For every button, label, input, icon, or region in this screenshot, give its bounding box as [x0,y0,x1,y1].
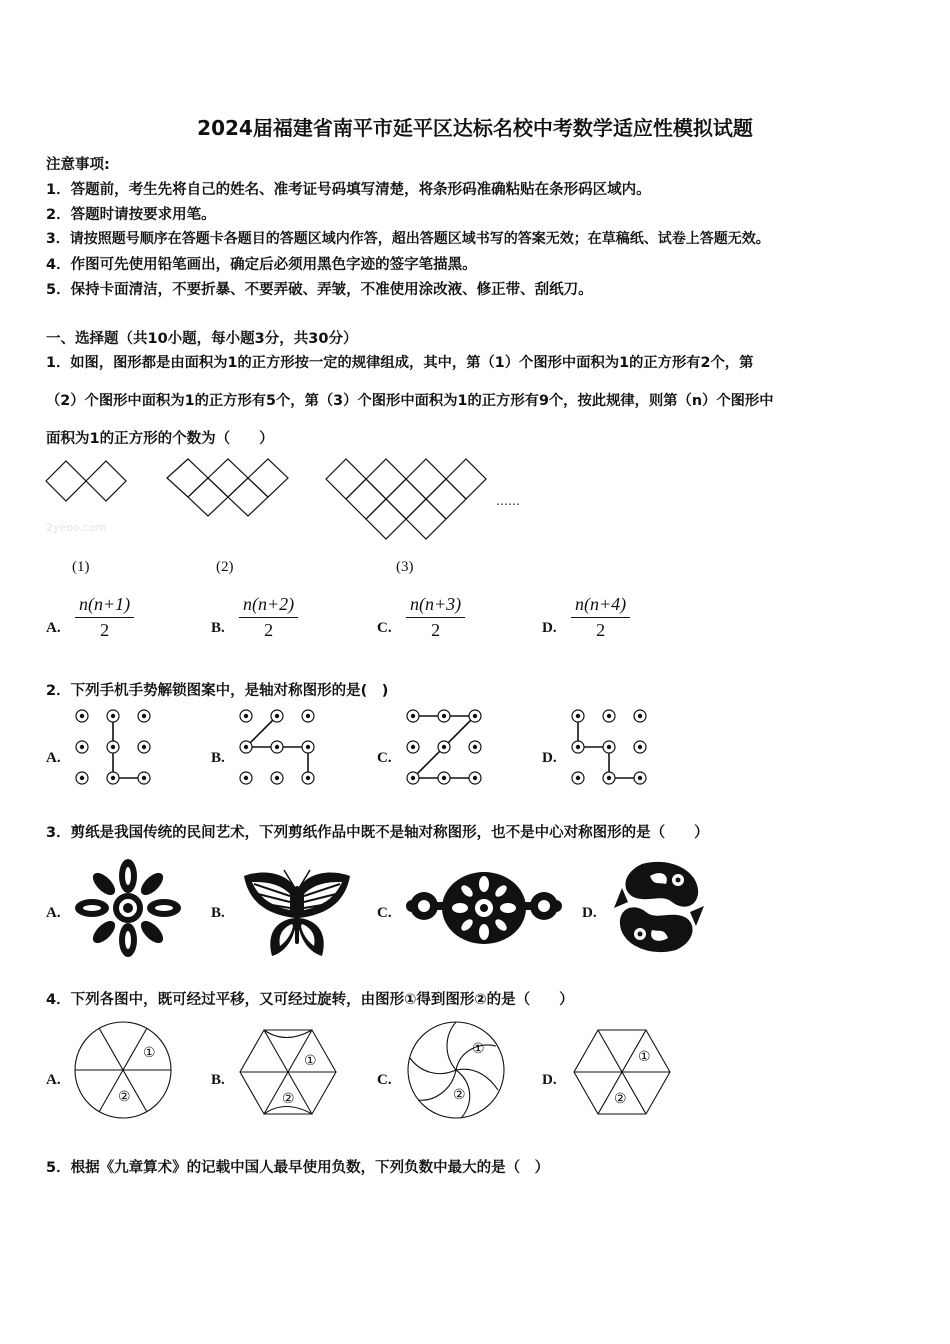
papercut-butterfly-image [240,868,354,960]
q2-option-d-letter[interactable]: D. [542,750,557,766]
unlock-dot-center [607,776,611,780]
unlock-dot-center [142,714,146,718]
unlock-dot-center [473,745,477,749]
unlock-dot-center [80,776,84,780]
mark-circled-1: ① [472,1042,485,1057]
mark-circled-2: ② [118,1090,131,1105]
unlock-dot-center [442,714,446,718]
q4-option-a-letter[interactable]: A. [46,1072,61,1088]
unlock-dot-center [638,714,642,718]
q1-option-d-letter[interactable]: D. [542,620,557,636]
notice-item: 4．作图可先使用铅笔画出，确定后必须用黑色字迹的签字笔描黑。 [46,257,477,273]
numerator: n(n+3) [406,594,465,618]
ellipsis: …… [496,494,520,508]
unlock-dot-center [638,776,642,780]
unlock-dot-center [244,776,248,780]
q1-option-c-letter[interactable]: C. [377,620,392,636]
unlock-dot-center [306,745,310,749]
unlock-dot-center [244,745,248,749]
q2-option-a-letter[interactable]: A. [46,750,61,766]
notice-item: 3．请按照题号顺序在答题卡各题目的答题区域内作答，超出答题区域书写的答案无效；在草稿纸、试卷上答题无效。 [46,231,770,247]
q4-option-d-letter[interactable]: D. [542,1072,557,1088]
mark-circled-1: ① [143,1046,156,1061]
q2-option-c-letter[interactable]: C. [377,750,392,766]
q3-option-b-letter[interactable]: B. [211,905,225,921]
unlock-dot-center [275,776,279,780]
unlock-dot-center [142,776,146,780]
q4-option-b-letter[interactable]: B. [211,1072,225,1088]
q2-option-b-letter[interactable]: B. [211,750,225,766]
numerator: n(n+4) [571,594,630,618]
unlock-dot-center [576,714,580,718]
unlock-dot-center [275,714,279,718]
denominator: 2 [100,620,110,640]
unlock-dot-center [576,776,580,780]
unlock-dot-center [111,776,115,780]
q3-option-a-letter[interactable]: A. [46,905,61,921]
unlock-dot-center [442,745,446,749]
unlock-dot-center [607,714,611,718]
unlock-dot-center [411,714,415,718]
unlock-dot-center [638,745,642,749]
mark-circled-1: ① [304,1054,317,1069]
unlock-dot-center [111,714,115,718]
q4-figure-c [404,1020,508,1120]
unlock-dot-center [244,714,248,718]
q1-stem-line1: 1．如图，图形都是由面积为1的正方形按一定的规律组成，其中，第（1）个图形中面积为1的正方形有2个，第 [46,355,754,371]
denominator: 2 [431,620,441,640]
q3-option-d-letter[interactable]: D. [582,905,597,921]
q2-stem: 2．下列手机手势解锁图案中，是轴对称图形的是( ) [46,683,389,699]
unlock-dot-center [411,776,415,780]
denominator: 2 [596,620,606,640]
papercut-flower-scroll-image [404,868,564,950]
q3-option-c-letter[interactable]: C. [377,905,392,921]
unlock-dot-center [473,776,477,780]
notice-item: 5．保持卡面清洁，不要折暴、不要弄破、弄皱，不准使用涂改液、修正带、刮纸刀。 [46,282,593,298]
q1-stem-line3: 面积为1的正方形的个数为（ ） [46,431,274,447]
q3-stem: 3．剪纸是我国传统的民间艺术，下列剪纸作品中既不是轴对称图形，也不是中心对称图形的是（ ） [46,825,709,841]
q5-stem: 5．根据《九章算术》的记载中国人最早使用负数，下列负数中最大的是（ ） [46,1160,550,1176]
denominator: 2 [264,620,274,640]
mark-circled-2: ② [453,1088,466,1103]
unlock-dot-center [442,776,446,780]
mark-circled-2: ② [614,1092,627,1107]
mark-circled-1: ① [638,1050,651,1065]
papercut-flower-image [75,858,181,958]
figure-label-2: (2) [216,559,234,575]
figure-label-1: (1) [72,559,90,575]
notice-item: 1．答题前，考生先将自己的姓名、准考证号码填写清楚，将条形码准确粘贴在条形码区域内。 [46,182,651,198]
unlock-dot-center [306,714,310,718]
notice-item: 2．答题时请按要求用笔。 [46,207,216,223]
page-title: 2024届福建省南平市延平区达标名校中考数学适应性模拟试题 [197,116,753,140]
q1-option-b-letter[interactable]: B. [211,620,225,636]
unlock-dot-center [576,745,580,749]
notice-heading: 注意事项: [46,157,110,173]
unlock-dot-center [473,714,477,718]
unlock-dot-center [142,745,146,749]
section-heading: 一、选择题（共10小题，每小题3分，共30分） [46,331,358,347]
mark-circled-2: ② [282,1092,295,1107]
q1-stem-line2: （2）个图形中面积为1的正方形有5个，第（3）个图形中面积为1的正方形有9个，按此规律，则第（n）个图形中 [46,393,774,409]
unlock-dot-center [607,745,611,749]
figure-label-3: (3) [396,559,414,575]
numerator: n(n+2) [239,594,298,618]
q4-option-c-letter[interactable]: C. [377,1072,392,1088]
unlock-dot-center [306,776,310,780]
numerator: n(n+1) [75,594,134,618]
unlock-dot-center [275,745,279,749]
papercut-birds-image [612,858,706,956]
q4-stem: 4．下列各图中，既可经过平移，又可经过旋转，由图形①得到图形②的是（ ） [46,992,574,1008]
unlock-dot-center [80,714,84,718]
watermark: 2yeoo.com [46,521,107,534]
unlock-dot-center [111,745,115,749]
unlock-dot-center [80,745,84,749]
q1-option-a-letter[interactable]: A. [46,620,61,636]
unlock-dot-center [411,745,415,749]
